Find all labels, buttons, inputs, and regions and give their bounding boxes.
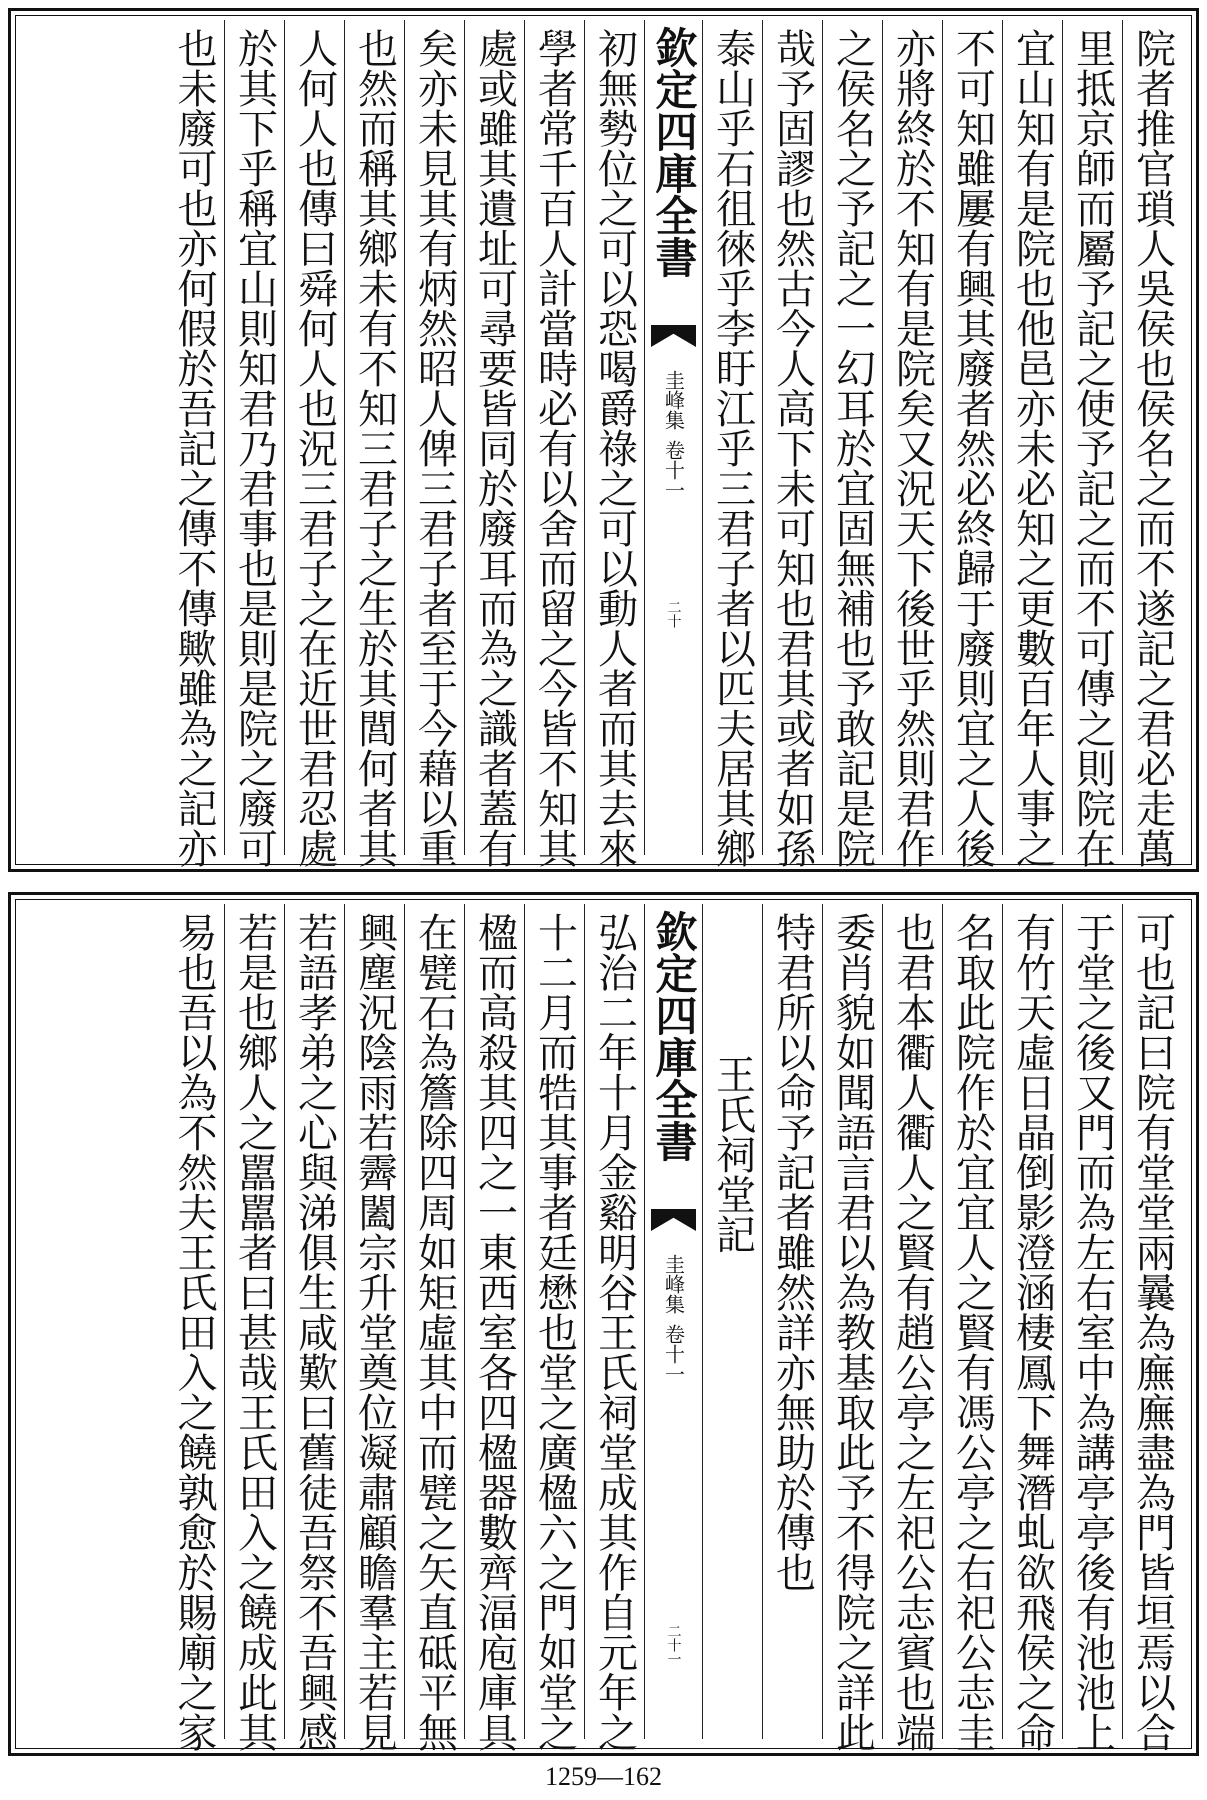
text-column: 弘治二年十月金谿明谷王氏祠堂成其作自元年之 [584, 904, 644, 1739]
text-column: 也未廢可也亦何假於吾記之傳不傳歟雖為之記亦 [171, 28, 217, 868]
text-column: 可也記曰院有堂堂兩曩為廡廡盡為門皆垣焉以合 [1122, 904, 1182, 1739]
text-column: 矣亦未見其有炳然昭人俾三君子者至于今藉以重 [404, 20, 464, 855]
top-page [0, 0, 1207, 880]
text-column: 學者常千百人計當時必有以舍而留之今皆不知其 [524, 20, 584, 855]
text-column: 若語孝弟之心與涕俱生咸歎曰舊徒吾祭不吾興感 [284, 904, 344, 1739]
text-column: 在甓石為簷除四周如矩虛其中而甓之矢直砥平無 [404, 904, 464, 1739]
book-title: 欽定四庫全書 [649, 910, 699, 1162]
section-title-column [702, 904, 762, 1739]
text-column: 十二月而牿其事者廷懋也堂之廣楹六之門如堂之 [524, 904, 584, 1739]
text-column: 處或雖其遺址可尋要皆同於廢耳而為之識者蓋有 [464, 20, 524, 855]
text-column: 也君本衢人衢人之賢有趙公亭之左祀公志賓也端 [882, 904, 942, 1739]
text-column: 初無勢位之可以恐喝爵祿之可以動人者而其去來 [584, 20, 644, 855]
center-fold [644, 20, 702, 855]
text-column: 楹而高殺其四之一東西室各四楹器數齊湢庖庫具 [464, 904, 524, 1739]
fish-tail-mark [651, 1209, 696, 1231]
page-number: 二十 [665, 600, 682, 628]
text-column: 之侯名之予記之一幻耳於宜固無補也予敢記是院 [822, 20, 882, 855]
volume-label: 卷十一 [661, 1324, 686, 1384]
bottom-page-columns [22, 904, 1182, 1752]
text-column: 於其下乎稱宜山則知君乃君事也是則是院之廢可 [224, 20, 284, 855]
text-column: 人何人也傳曰舜何人也況三君子之在近世君忍處 [284, 20, 344, 855]
fish-tail-mark [651, 325, 696, 347]
book-title: 欽定四庫全書 [649, 26, 699, 278]
bottom-page [0, 880, 1207, 1760]
text-column: 若是也鄉人之嚚嚚者曰甚哉王氏田入之饒成此其 [224, 904, 284, 1739]
text-column: 亦將終於不知有是院矣又況天下後世乎然則君作 [882, 20, 942, 855]
section-title: 王氏祠堂記 [709, 1054, 756, 1254]
text-column: 興塵況陰雨若霽闔宗升堂奠位凝肅顧瞻羣主若見 [344, 904, 404, 1739]
text-column: 特君所以命予記者雖然詳亦無助於傳也 [762, 904, 822, 1739]
text-column: 里抵京師而屬予記之使予記之而不可傳之則院在 [1062, 20, 1122, 855]
collection-name: 圭峰集 [661, 370, 686, 430]
text-column: 有竹天虛日晶倒影澄涵棲鳳下舞潛虬欲飛侯之命 [1002, 904, 1062, 1739]
collection-name: 圭峰集 [661, 1254, 686, 1314]
text-column: 泰山乎石徂徠乎李盱江乎三君子者以匹夫居其鄉 [702, 20, 762, 855]
page-number: 二十一 [665, 1624, 682, 1666]
text-column: 院者推官瑣人吳侯也侯名之而不遂記之君必走萬 [1122, 20, 1182, 855]
text-column: 宜山知有是院也他邑亦未必知之更數百年人事之 [1002, 20, 1062, 855]
center-fold [644, 904, 702, 1739]
text-column: 名取此院作於宜宜人之賢有馮公亭之右祀公志圭 [942, 904, 1002, 1739]
page-footer-number: 1259—162 [545, 1762, 662, 1791]
volume-label: 卷十一 [661, 440, 686, 500]
text-column: 易也吾以為不然夫王氏田入之饒孰愈於賜廟之家 [171, 912, 217, 1752]
text-column: 委肖貌如聞語言君以為教基取此予不得院之詳此 [822, 904, 882, 1739]
text-column: 不可知雖屢有興其廢者然必終歸于廢則宜之人後 [942, 20, 1002, 855]
text-column: 也然而稱其鄉未有不知三君子之生於其閭何者其 [344, 20, 404, 855]
text-column: 哉予固謬也然古今人高下未可知也君其或者如孫 [762, 20, 822, 855]
text-column: 于堂之後又門而為左右室中為講亭亭後有池池上 [1062, 904, 1122, 1739]
top-page-columns [22, 20, 1182, 868]
